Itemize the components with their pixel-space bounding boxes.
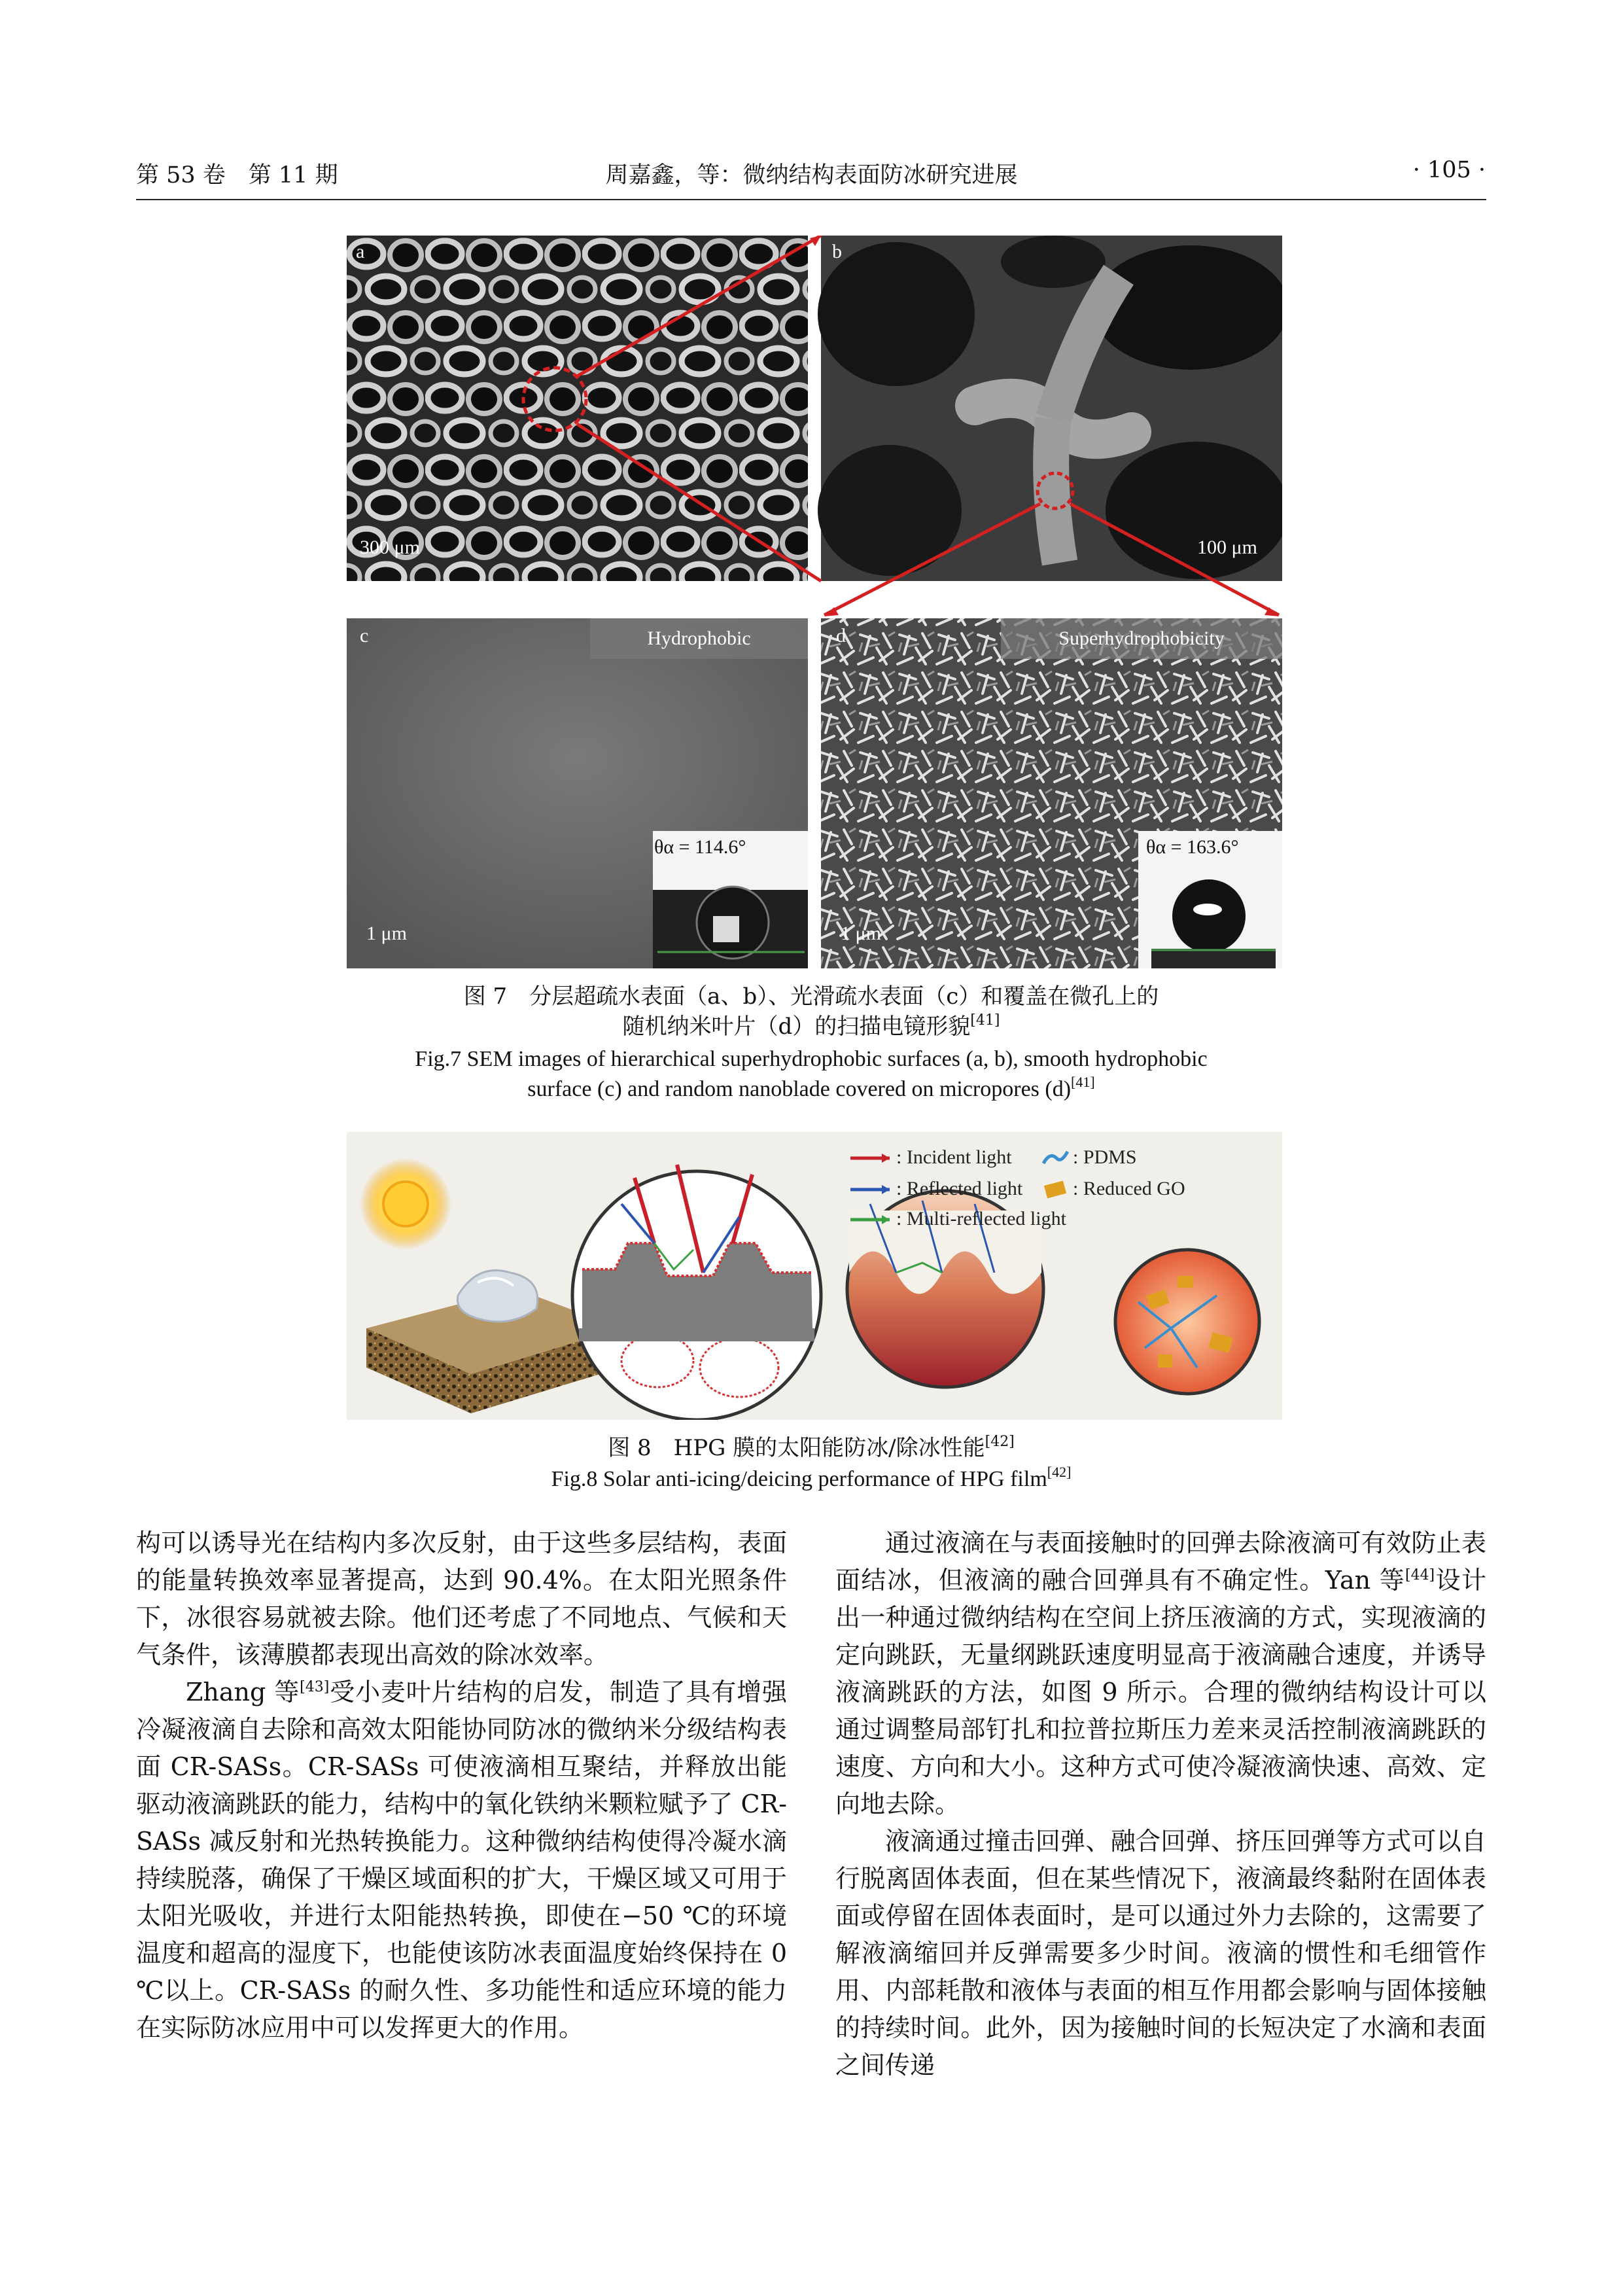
panel-c-tag: Hydrophobic [590, 618, 808, 659]
header-volume-issue: 第 53 卷 第 11 期 [136, 162, 338, 188]
right-paragraph-1-ref: [44] [1405, 1567, 1435, 1583]
magnified-composite-view [1115, 1250, 1259, 1394]
figure-8-graphic [347, 1132, 1282, 1420]
legend-pdms-swatch [1043, 1152, 1068, 1163]
figure-8-caption-zh [136, 1433, 1486, 1463]
legend-incident-label: : Incident light [896, 1146, 1012, 1168]
body-column-left [136, 1525, 787, 2047]
figure-7 [347, 236, 1282, 968]
panel-d-contact-angle: θα = 163.6° [1146, 836, 1239, 858]
panel-d-scale-bar: 1 μm [841, 923, 881, 944]
figure-8-caption-en [136, 1464, 1486, 1494]
legend-go-label: : Reduced GO [1073, 1178, 1185, 1199]
left-paragraph-2 [136, 1674, 787, 2047]
left-paragraph-2-text: 受小麦叶片结构的启发，制造了具有增强冷凝液滴自去除和高效太阳能协同防冰的微纳米分级结构表面 CR-SASs。CR-SASs 可使液滴相互聚结，并释放出能驱动液滴跳跃的能力，结构中的氧化铁纳米颗粒赋予了 CR-SASs 减反射和光热转换能力。这种微纳结构使得冷凝水滴持续脱落，确保了干燥区域面积的扩大，干燥区域又可用于太阳光吸收，并进行太阳能热转换，即使在−50 ℃的环境温度和超高的湿度下，也能使该防冰表面温度始终保持在 0 ℃以上。CR-SASs 的耐久性、多功能性和适应环境的能力在实际防冰应用中可以发挥更大的作用。 [136, 1678, 787, 2042]
panel-a-scale-bar: 300 μm [360, 537, 420, 558]
header-running-title: 周嘉鑫，等：微纳结构表面防冰研究进展 [605, 162, 1018, 188]
right-paragraph-1 [835, 1525, 1486, 1823]
legend-multi-label: : Multi-reflected light [896, 1208, 1066, 1229]
left-paragraph-2-ref: [43] [300, 1679, 330, 1695]
panel-d-label: d [836, 625, 846, 646]
legend-reflected-label: : Reflected light [896, 1178, 1023, 1199]
legend-go-swatch [1044, 1180, 1066, 1198]
panel-c-label: c [360, 625, 369, 646]
figure-7-caption-en [136, 1044, 1486, 1104]
legend-pdms-label: : PDMS [1073, 1146, 1137, 1168]
figure-8 [347, 1132, 1282, 1420]
panel-a-label: a [356, 241, 365, 262]
figure-8-caption-en-text: Fig.8 Solar anti-icing/deicing performance of HPG film [551, 1467, 1047, 1491]
left-paragraph-2-lead: Zhang 等 [186, 1678, 300, 1706]
magnified-surface-view [572, 1165, 821, 1420]
figure-7-caption-en-line1: Fig.7 SEM images of hierarchical superhydrophobic surfaces (a, b), smooth hydrophobic [415, 1047, 1208, 1071]
right-paragraph-1-text: 设计出一种通过微纳结构在空间上挤压液滴的方式，实现液滴的定向跳跃，无量纲跳跃速度明显高于液滴融合速度，并诱导液滴跳跃的方法，如图 9 所示。合理的微纳结构设计可以通过调整局部钉扎和拉普拉斯压力差来灵活控制液滴跳跃的速度、方向和大小。这种方式可使冷凝液滴快速、高效、定向地去除。 [835, 1566, 1486, 1818]
header-page-number: · 105 · [1412, 157, 1486, 183]
figure-7-caption-zh-ref: [41] [970, 1012, 1000, 1029]
figure-7-graphic [347, 236, 1282, 968]
figure-7-caption-zh [136, 981, 1486, 1042]
right-paragraph-1-lead: 通过液滴在与表面接触时的回弹去除液滴可有效防止表面结冰，但液滴的融合回弹具有不确定性。Yan 等 [835, 1528, 1486, 1595]
figure-7-caption-zh-line1: 图 7 分层超疏水表面（a、b）、光滑疏水表面（c）和覆盖在微孔上的 [463, 983, 1159, 1010]
panel-b-scale-bar: 100 μm [1197, 537, 1257, 558]
right-paragraph-2: 液滴通过撞击回弹、融合回弹、挤压回弹等方式可以自行脱离固体表面，但在某些情况下，液滴最终黏附在固体表面或停留在固体表面时，是可以通过外力去除的，这需要了解液滴缩回并反弹需要多少时间。液滴的惯性和毛细管作用、内部耗散和液体与表面的相互作用都会影响与固体接触的持续时间。此外，因为接触时间的长短决定了水滴和表面之间传递 [835, 1827, 1486, 2079]
figure-8-caption-en-ref: [42] [1047, 1464, 1072, 1480]
panel-b-label: b [832, 241, 842, 262]
left-paragraph-1: 构可以诱导光在结构内多次反射，由于这些多层结构，表面的能量转换效率显著提高，达到 90.4%。在太阳光照条件下，冰很容易就被去除。他们还考虑了不同地点、气候和天气条件，该薄膜都表现出高效的除冰效率。 [136, 1528, 787, 1669]
panel-d-tag: Superhydrophobicity [1001, 618, 1282, 659]
figure-8-caption-zh-ref: [42] [985, 1434, 1015, 1450]
figure-7-caption-en-line2: surface (c) and random nanoblade covered on micropores (d) [527, 1077, 1072, 1101]
panel-b-image [818, 236, 1282, 581]
figure-7-caption-en-ref: [41] [1071, 1074, 1095, 1090]
panel-c-contact-angle: θα = 114.6° [654, 836, 746, 858]
panel-c-scale-bar: 1 μm [366, 923, 407, 944]
header-rule [136, 199, 1486, 200]
figure-7-caption-zh-line2: 随机纳米叶片（d）的扫描电镜形貌 [622, 1014, 971, 1040]
figure-8-caption-zh-text: 图 8 HPG 膜的太阳能防冰/除冰性能 [608, 1435, 985, 1461]
body-column-right [835, 1525, 1486, 2084]
